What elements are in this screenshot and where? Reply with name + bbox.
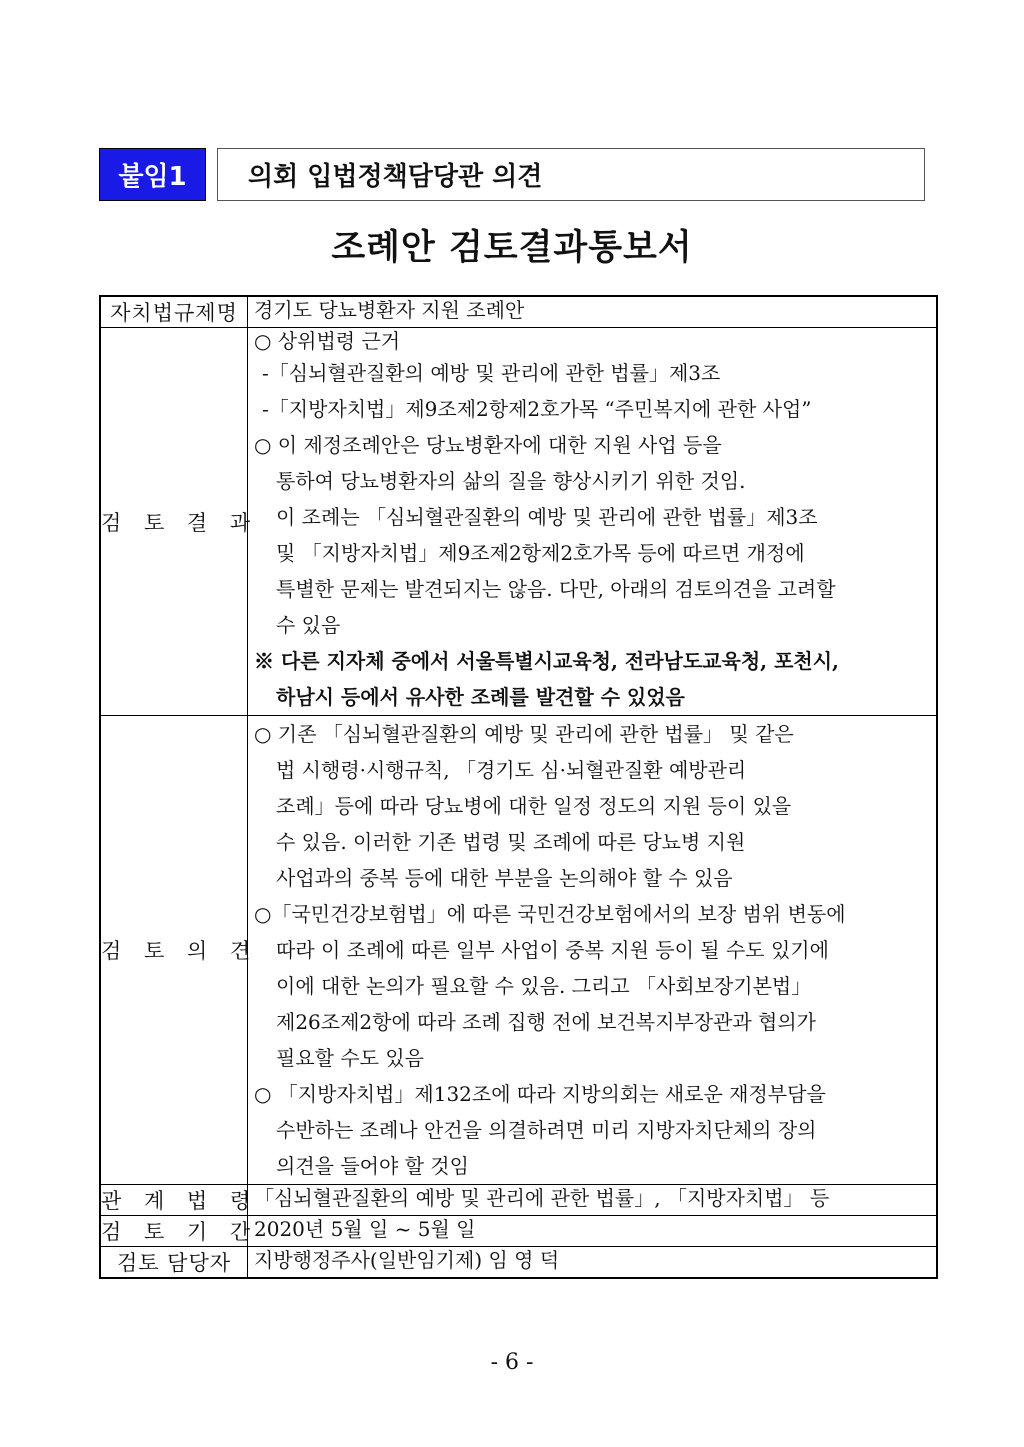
row-label: 관 계 법 령	[100, 1185, 248, 1216]
table-row	[100, 1185, 937, 1216]
text-line: 특별한 문제는 발견되지는 않음. 다만, 아래의 검토의견을 고려할	[276, 577, 836, 601]
document-title: 조례안 검토결과통보서	[331, 228, 693, 268]
review-result-cell	[248, 328, 938, 716]
reviewer: 지방행정주사(일반임기제) 임 영 덕	[254, 1248, 560, 1272]
text-line: 수반하는 조례나 안건을 의결하려면 미리 지방자치단체의 장의	[276, 1118, 817, 1142]
row-label: 검 토 의 견	[100, 716, 248, 1185]
text-line: 법 시행령·시행규칙, 「경기도 심·뇌혈관질환 예방관리	[276, 758, 747, 782]
row-label: 검토 담당자	[100, 1247, 248, 1279]
text-line: 통하여 당뇨병환자의 삶의 질을 향상시키기 위한 것임.	[276, 469, 746, 493]
text-line: ○「국민건강보험법」에 따른 국민건강보험에서의 보장 범위 변동에	[254, 902, 846, 926]
text-line: 사업과의 중복 등에 대한 부분을 논의해야 할 수 있음	[276, 866, 733, 890]
row-label: 검 토 결 과	[100, 328, 248, 716]
review-table	[99, 295, 938, 1279]
row-label: 검 토 기 간	[100, 1216, 248, 1247]
text-line: -「심뇌혈관질환의 예방 및 관리에 관한 법률」제3조	[262, 361, 721, 385]
text-line: 조례」등에 따라 당뇨병에 대한 일정 정도의 지원 등이 있을	[276, 794, 792, 818]
attachment-badge: 붙임1	[99, 148, 206, 201]
text-line: 수 있음	[276, 613, 341, 637]
attachment-header	[99, 148, 925, 201]
text-line: 이 조례는 「심뇌혈관질환의 예방 및 관리에 관한 법률」제3조	[276, 505, 818, 529]
header-title: 의회 입법정책담당관 의견	[217, 148, 925, 201]
table-row	[100, 296, 937, 328]
page-number: - 6 -	[490, 1350, 534, 1375]
row-value	[248, 1185, 938, 1216]
row-value	[248, 296, 938, 328]
row-value	[248, 1216, 938, 1247]
review-opinion-cell	[248, 716, 938, 1185]
table-row	[100, 1216, 937, 1247]
text-line: 및 「지방자치법」제9조제2항제2호가목 등에 따르면 개정에	[276, 541, 805, 565]
table-row	[100, 716, 937, 1185]
text-line: 수 있음. 이러한 기존 법령 및 조례에 따른 당뇨병 지원	[276, 830, 746, 854]
text-line: 이에 대한 논의가 필요할 수 있음. 그리고 「사회보장기본법」	[276, 974, 812, 998]
text-line: ○ 「지방자치법」제132조에 따라 지방의회는 새로운 재정부담을	[254, 1082, 826, 1106]
text-line: 따라 이 조례에 따른 일부 사업이 중복 지원 등이 될 수도 있기에	[276, 938, 829, 962]
table-row	[100, 1247, 937, 1279]
table-row	[100, 328, 937, 716]
related-laws: 「심뇌혈관질환의 예방 및 관리에 관한 법률」, 「지방자치법」 등	[254, 1186, 830, 1210]
row-value	[248, 1247, 938, 1279]
row-label: 자치법규제명	[100, 296, 248, 328]
text-line: ○ 이 제정조례안은 당뇨병환자에 대한 지원 사업 등을	[254, 433, 722, 457]
text-line: 제26조제2항에 따라 조례 집행 전에 보건복지부장관과 협의가	[276, 1010, 816, 1034]
review-period: 2020년 5월 일 ~ 5월 일	[254, 1217, 476, 1241]
note-line: 하남시 등에서 유사한 조례를 발견할 수 있었음	[276, 685, 685, 709]
text-line: -「지방자치법」제9조제2항제2호가목 “주민복지에 관한 사업”	[262, 397, 812, 421]
text-line: 의견을 들어야 할 것임	[276, 1154, 469, 1178]
text-line: ○ 상위법령 근거	[254, 329, 401, 353]
note-line: ※ 다른 지자체 중에서 서울특별시교육청, 전라남도교육청, 포천시,	[254, 649, 839, 673]
text-line: ○ 기존 「심뇌혈관질환의 예방 및 관리에 관한 법률」 및 같은	[254, 722, 794, 746]
ordinance-name: 경기도 당뇨병환자 지원 조례안	[254, 298, 525, 322]
text-line: 필요할 수도 있음	[276, 1046, 424, 1070]
